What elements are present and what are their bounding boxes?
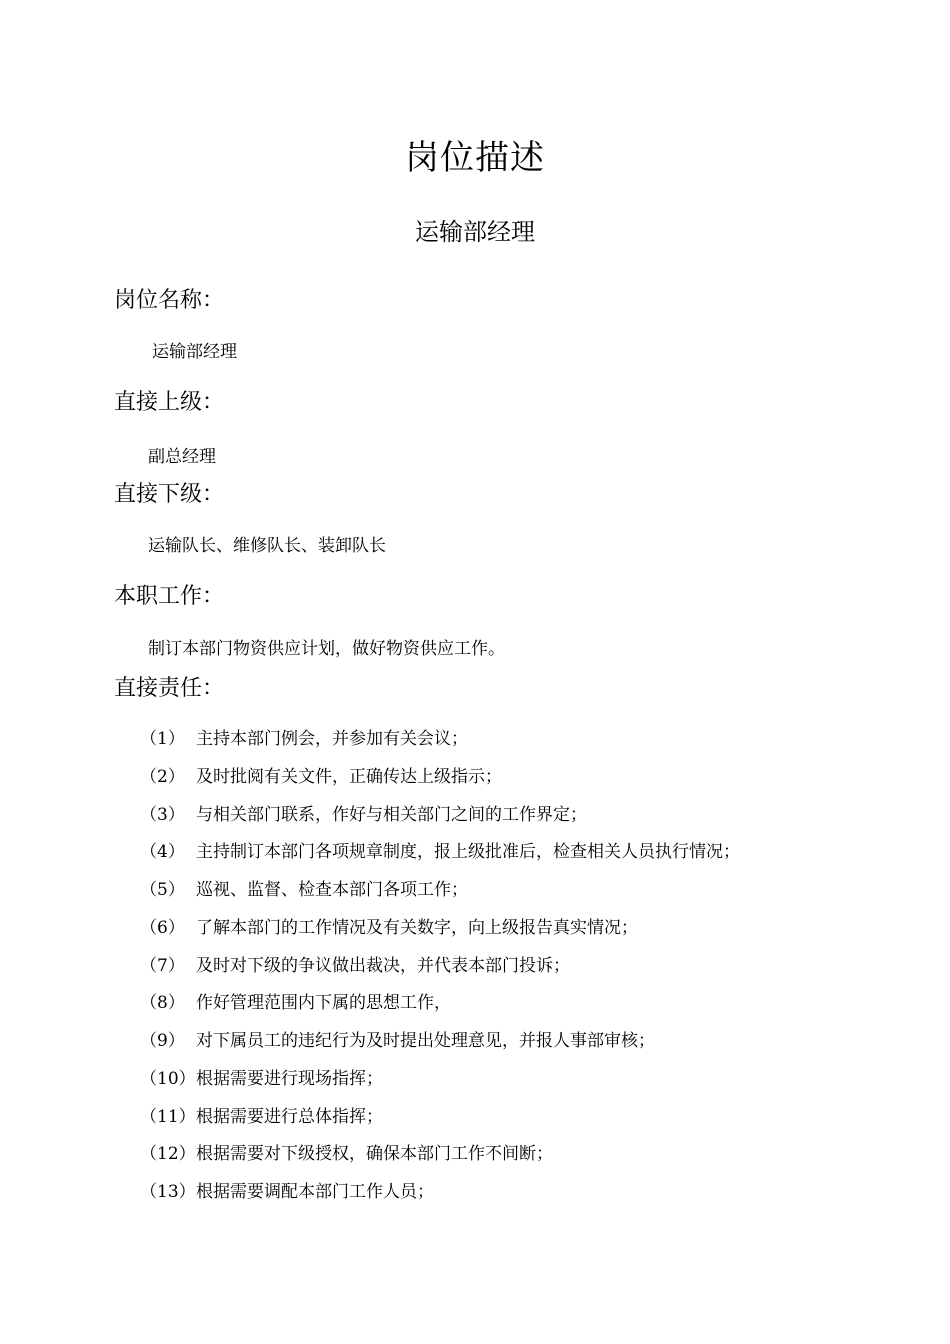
- item-text: 及时批阅有关文件，正确传达上级指示；: [196, 766, 502, 787]
- item-text: 根据需要调配本部门工作人员；: [196, 1182, 434, 1202]
- item-number: （12）: [140, 1144, 196, 1165]
- list-item: [140, 1141, 740, 1179]
- item-text: 与相关部门联系，作好与相关部门之间的工作界定；: [196, 804, 587, 825]
- item-number: （3）: [140, 804, 185, 825]
- list-item: [140, 877, 740, 915]
- list-item: [140, 1028, 740, 1066]
- item-text: 了解本部门的工作情况及有关数字，向上级报告真实情况；: [196, 917, 638, 938]
- core-work-value: 制订本部门物资供应计划，做好物资供应工作。: [148, 639, 505, 659]
- list-item: [140, 1066, 740, 1104]
- core-work-heading: 本职工作：: [114, 584, 225, 609]
- direct-subordinates-value: 运输队长、维修队长、装卸队长: [148, 536, 386, 556]
- direct-superior-value: 副总经理: [148, 447, 216, 467]
- responsibilities-list: [140, 726, 740, 1217]
- item-number: （5）: [140, 880, 185, 900]
- item-number: （11）: [140, 1106, 196, 1127]
- direct-subordinates-heading: 直接下级：: [114, 482, 225, 507]
- item-text: 主持制订本部门各项规章制度，报上级批准后，检查相关人员执行情况；: [196, 842, 740, 863]
- item-number: （13）: [140, 1182, 196, 1202]
- item-number: （7）: [140, 955, 185, 976]
- direct-responsibilities-heading: 直接责任：: [114, 676, 225, 701]
- direct-superior-heading: 直接上级：: [114, 390, 225, 415]
- item-number: （2）: [140, 766, 185, 787]
- list-item: [140, 802, 740, 840]
- list-item: [140, 1104, 740, 1142]
- item-number: （8）: [140, 993, 185, 1014]
- document-subtitle: 运输部经理: [415, 218, 535, 246]
- item-text: 根据需要进行总体指挥；: [196, 1106, 383, 1127]
- item-text: 根据需要对下级授权，确保本部门工作不间断；: [196, 1144, 553, 1165]
- list-item: [140, 726, 740, 764]
- list-item: [140, 764, 740, 802]
- position-name-heading: 岗位名称：: [114, 288, 225, 313]
- item-number: （9）: [140, 1031, 185, 1051]
- item-number: （10）: [140, 1068, 196, 1089]
- item-text: 作好管理范围内下属的思想工作，: [196, 993, 451, 1014]
- list-item: [140, 953, 740, 991]
- document-title: 岗位描述: [405, 138, 545, 178]
- position-name-value: 运输部经理: [152, 342, 237, 362]
- item-text: 对下属员工的违纪行为及时提出处理意见，并报人事部审核；: [196, 1031, 655, 1051]
- item-text: 根据需要进行现场指挥；: [196, 1068, 383, 1089]
- item-number: （6）: [140, 917, 185, 938]
- item-number: （1）: [140, 729, 185, 749]
- item-number: （4）: [140, 842, 185, 863]
- item-text: 巡视、监督、检查本部门各项工作；: [196, 880, 468, 900]
- list-item: [140, 915, 740, 953]
- list-item: [140, 839, 740, 877]
- list-item: [140, 990, 740, 1028]
- item-text: 及时对下级的争议做出裁决，并代表本部门投诉；: [196, 955, 570, 976]
- item-text: 主持本部门例会，并参加有关会议；: [196, 729, 468, 749]
- list-item: [140, 1179, 740, 1217]
